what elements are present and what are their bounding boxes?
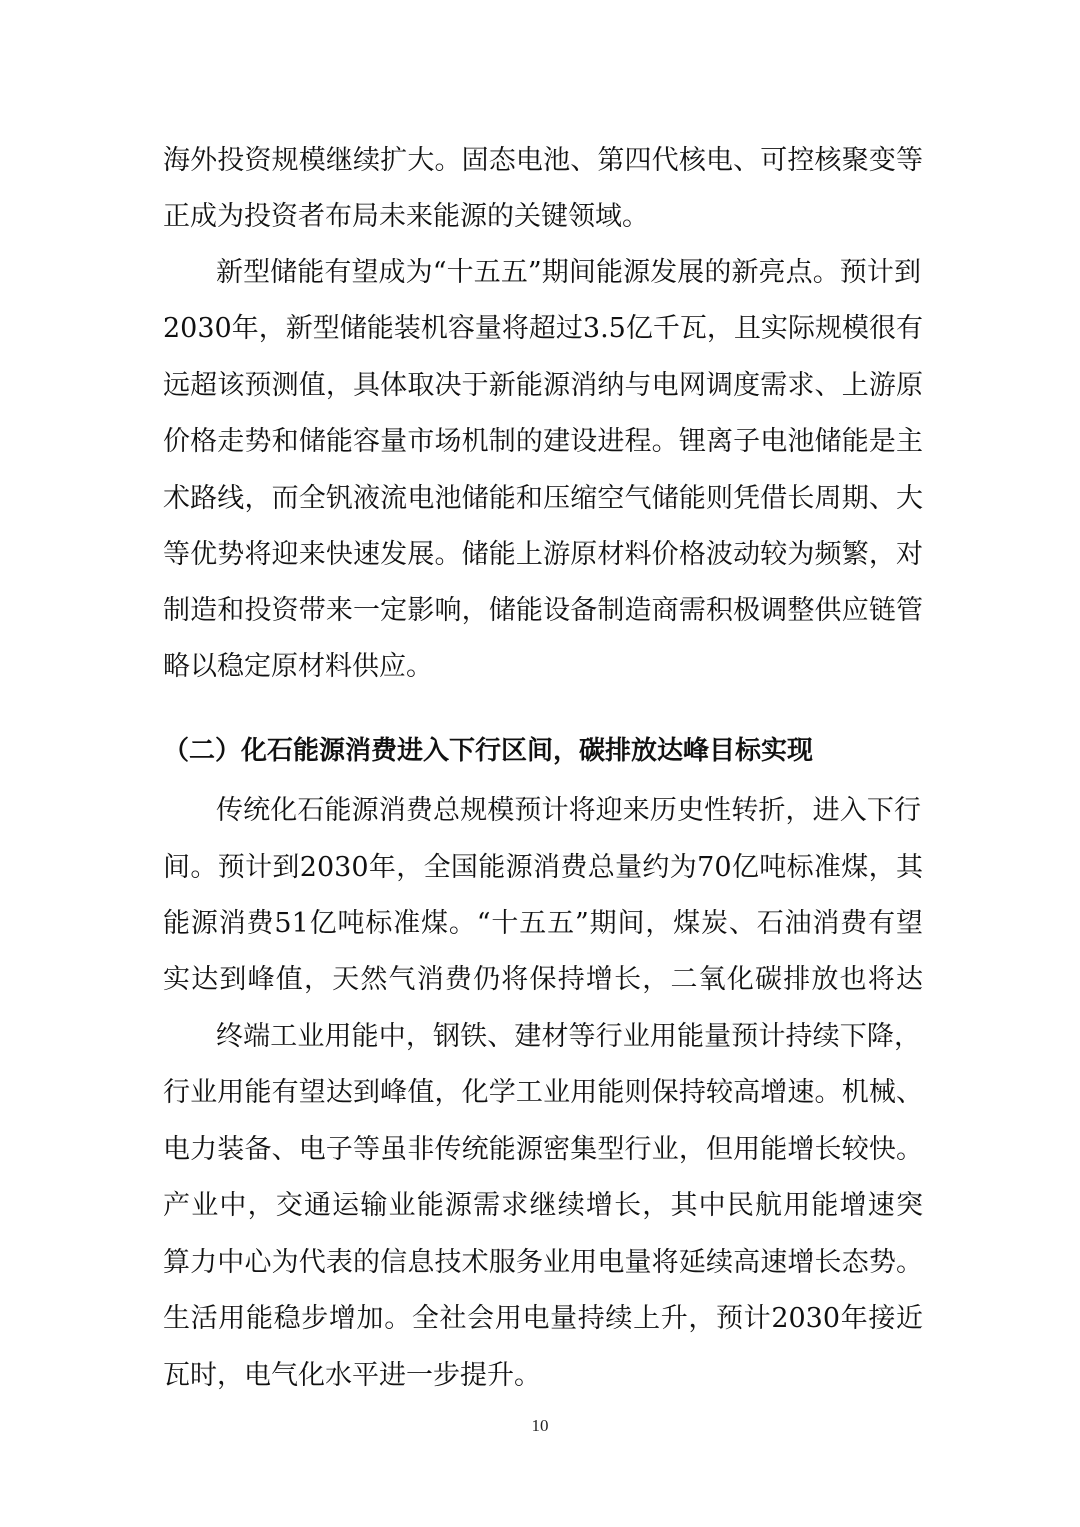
paragraph-2-line-1: 新型储能有望成为“十五五”期间能源发展的新亮点。预计到 <box>216 257 921 288</box>
paragraph-4-line-6: 生活用能稳步增加。全社会用电量持续上升，预计2030年接近 <box>163 1303 923 1334</box>
paragraph-3-line-3: 能源消费51亿吨标准煤。“十五五”期间，煤炭、石油消费有望 <box>163 908 923 939</box>
paragraph-4-line-5: 算力中心为代表的信息技术服务业用电量将延续高速增长态势。 <box>163 1247 923 1278</box>
paragraph-4-line-1: 终端工业用能中，钢铁、建材等行业用能量预计持续下降， <box>216 1021 921 1052</box>
paragraph-2-line-5: 术路线，而全钒液流电池储能和压缩空气储能则凭借长周期、大 <box>163 483 923 514</box>
paragraph-4-line-2: 行业用能有望达到峰值，化学工业用能则保持较高增速。机械、 <box>163 1077 923 1108</box>
paragraph-3-line-1: 传统化石能源消费总规模预计将迎来历史性转折，进入下行 <box>216 795 921 826</box>
paragraph-2-line-3: 远超该预测值，具体取决于新能源消纳与电网调度需求、上游原 <box>163 370 923 401</box>
paragraph-1-line-2: 正成为投资者布局未来能源的关键领域。 <box>163 201 649 232</box>
paragraph-1-line-1: 海外投资规模继续扩大。固态电池、第四代核电、可控核聚变等 <box>163 145 923 176</box>
paragraph-4-line-4: 产业中，交通运输业能源需求继续增长，其中民航用能增速突 <box>163 1190 923 1221</box>
page-number: 10 <box>531 1416 549 1435</box>
paragraph-3-line-2: 间。预计到2030年，全国能源消费总量约为70亿吨标准煤，其 <box>163 852 923 883</box>
paragraph-3-line-4: 实达到峰值，天然气消费仍将保持增长，二氧化碳排放也将达 <box>163 964 923 995</box>
paragraph-2-line-2: 2030年，新型储能装机容量将超过3.5亿千瓦，且实际规模很有 <box>163 313 923 344</box>
paragraph-4-line-7: 瓦时，电气化水平进一步提升。 <box>163 1360 541 1391</box>
paragraph-4-line-3: 电力装备、电子等虽非传统能源密集型行业，但用能增长较快。 <box>163 1134 923 1165</box>
section-heading: （二）化石能源消费进入下行区间，碳排放达峰目标实现 <box>163 736 814 766</box>
paragraph-2-line-8: 略以稳定原材料供应。 <box>163 651 433 682</box>
paragraph-2-line-6: 等优势将迎来快速发展。储能上游原材料价格波动较为频繁，对 <box>163 539 923 570</box>
paragraph-2-line-7: 制造和投资带来一定影响，储能设备制造商需积极调整供应链管 <box>163 595 923 626</box>
paragraph-2-line-4: 价格走势和储能容量市场机制的建设进程。锂离子电池储能是主 <box>163 426 923 457</box>
